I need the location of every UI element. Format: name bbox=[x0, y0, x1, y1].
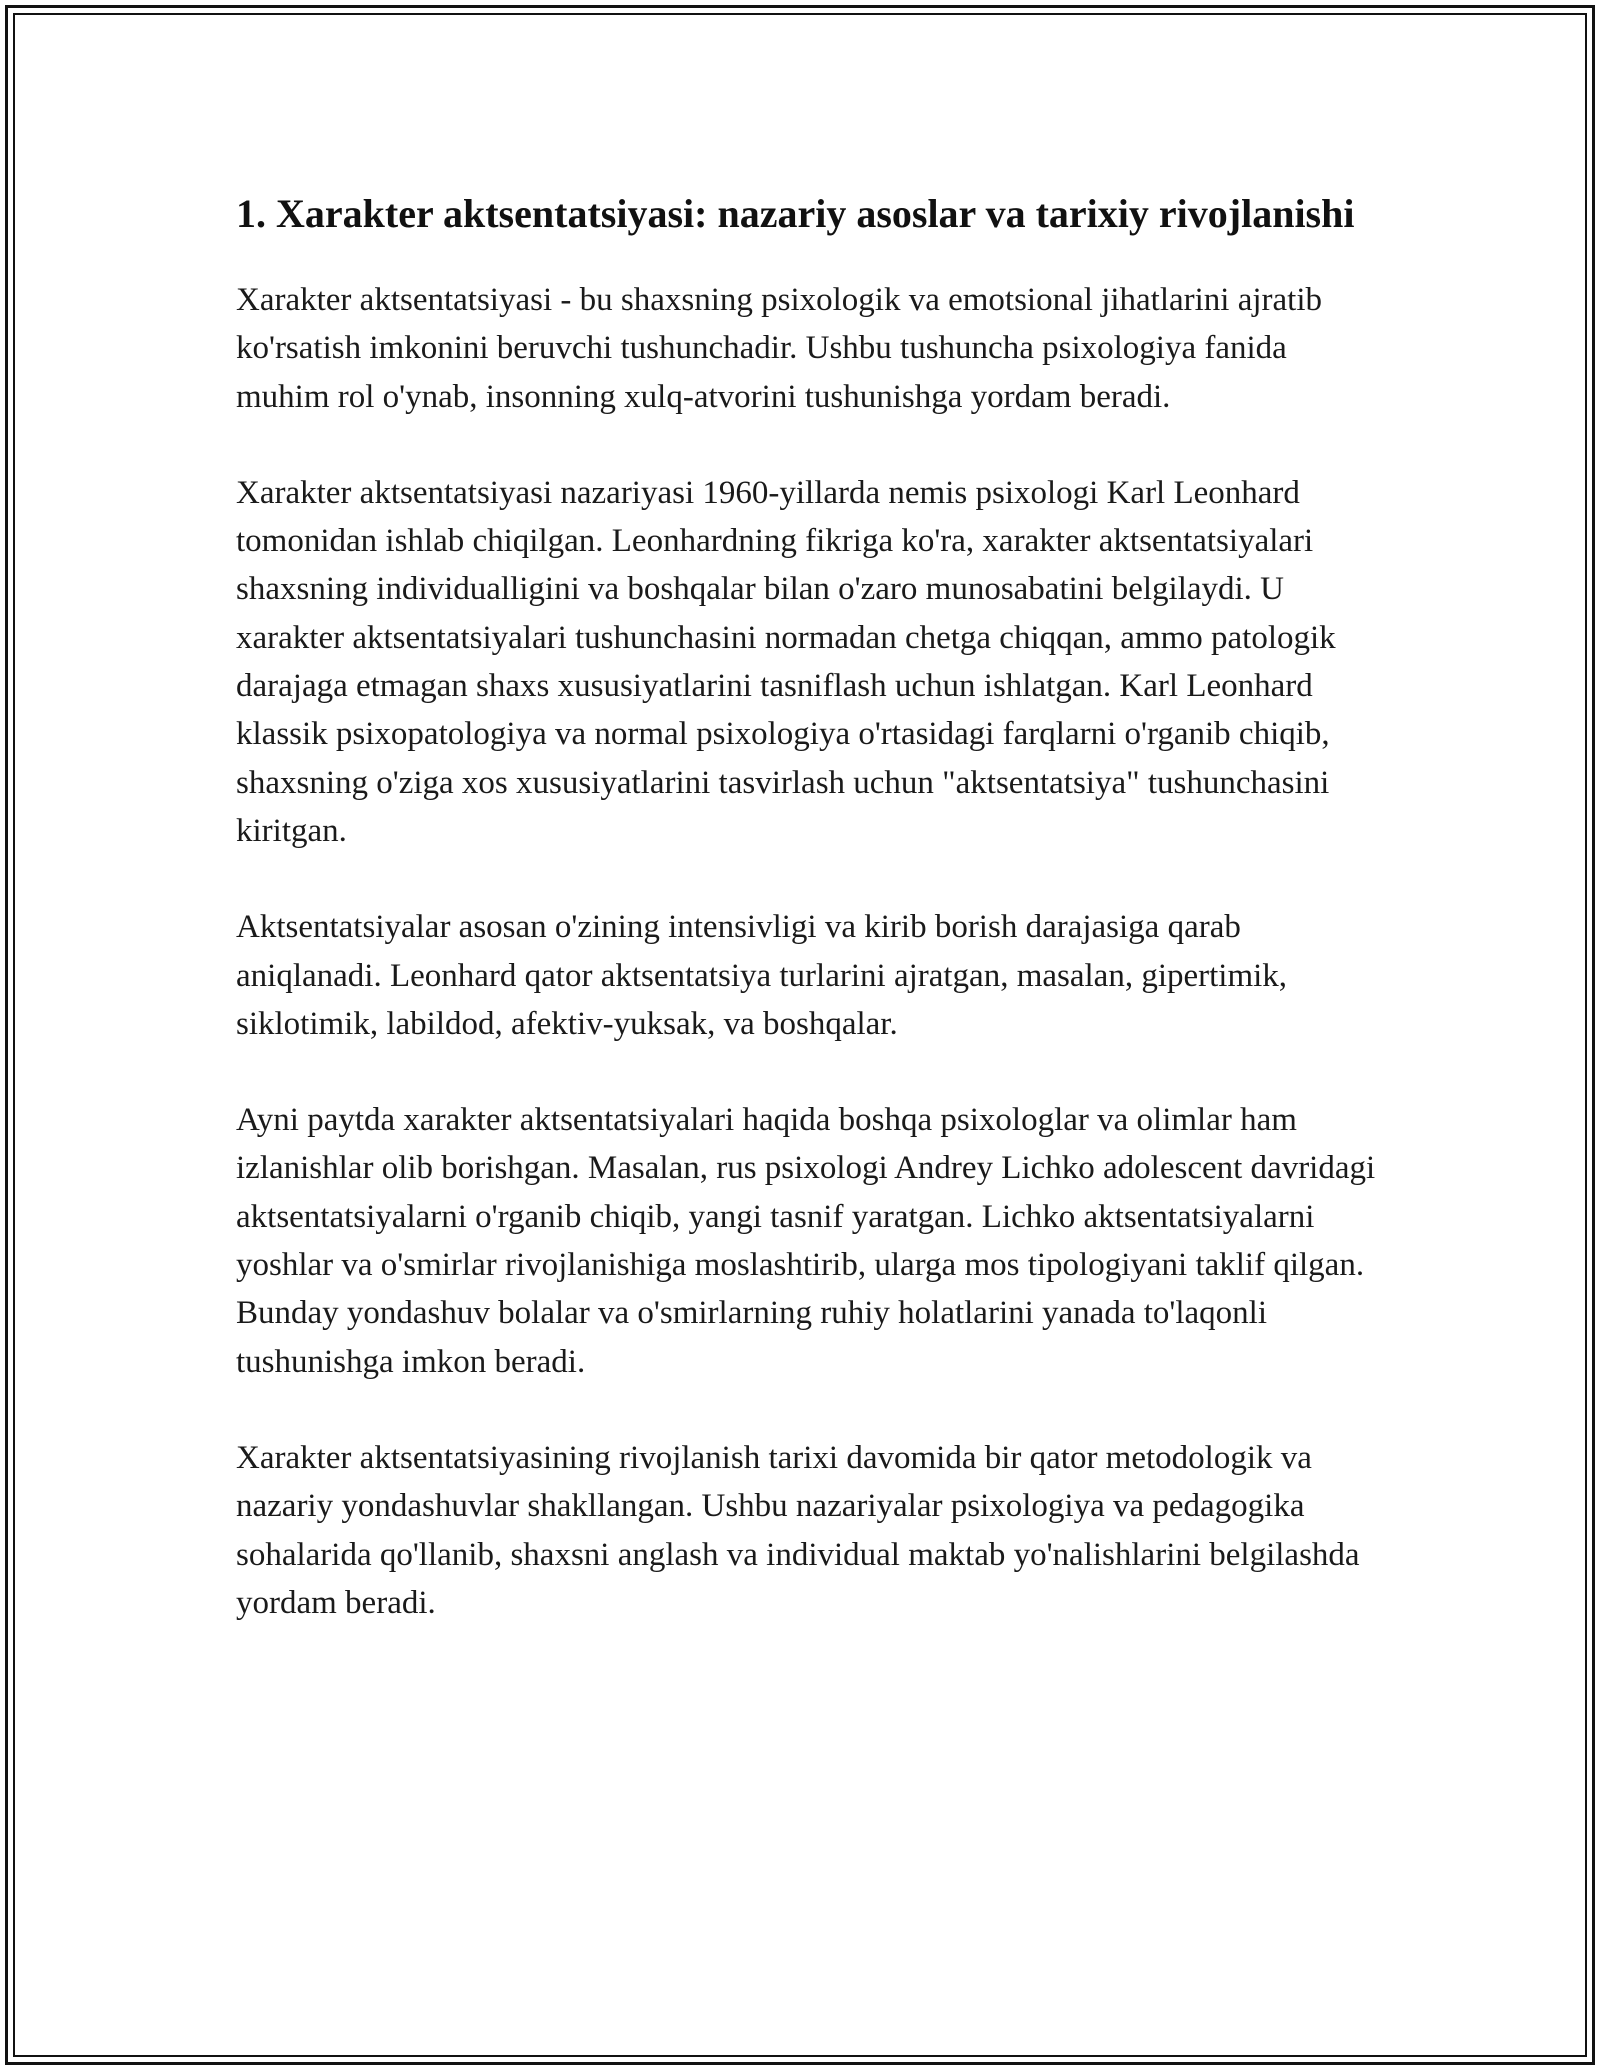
paragraph-3: Aktsentatsiyalar asosan o'zining intensivligi va kirib borish darajasiga qarab aniqlanadi. Leonhard qator aktsentatsiya turlarini ajratgan, masalan, gipertimik, siklotimik, labildod, afektiv-yuksak, va boshqalar. bbox=[236, 909, 1288, 1042]
document-body bbox=[236, 186, 1376, 1675]
paragraph-2: Xarakter aktsentatsiyasi nazariyasi 1960-yillarda nemis psixologi Karl Leonhard tomonidan ishlab chiqilgan. Leonhardning fikriga ko'ra, xarakter aktsentatsiyalari shaxsning individualligini va boshqalar bilan o'zaro munosabatini belgilaydi. U xarakter aktsentatsiyalari tushunchasini normadan chetga chiqqan, ammo patologik darajaga etmagan shaxs xususiyatlarini tasniflash uchun ishlatgan. Karl Leonhard klassik psixopatologiya va normal psixologiya o'rtasidagi farqlarni o'rganib chiqib, shaxsning o'ziga xos xususiyatlarini tasvirlash uchun "aktsentatsiya" tushunchasini kiritgan. bbox=[236, 474, 1336, 849]
paragraph-1: Xarakter aktsentatsiyasi - bu shaxsning psixologik va emotsional jihatlarini ajratib ko'rsatish imkonini beruvchi tushunchadir. Ushbu tushuncha psixologiya fanida muhim rol o'ynab, insonning xulq-atvorini tushunishga yordam beradi. bbox=[236, 282, 1323, 415]
paragraph-4: Ayni paytda xarakter aktsentatsiyalari haqida boshqa psixologlar va olimlar ham izlanishlar olib borishgan. Masalan, rus psixologi Andrey Lichko adolescent davridagi aktsentatsiyalarni o'rganib chiqib, yangi tasnif yaratgan. Lichko aktsentatsiyalarni yoshlar va o'smirlar rivojlanishiga moslashtirib, ularga mos tipologiyani taklif qilgan. Bunday yondashuv bolalar va o'smirlarning ruhiy holatlarini yanada to'laqonli tushunishga imkon beradi. bbox=[236, 1102, 1376, 1380]
section-heading: 1. Xarakter aktsentatsiyasi: nazariy asoslar va tarixiy rivojlanishi bbox=[236, 191, 1355, 236]
paragraph-5: Xarakter aktsentatsiyasining rivojlanish tarixi davomida bir qator metodologik va nazariy yondashuvlar shakllangan. Ushbu nazariyalar psixologiya va pedagogika sohalarida qo'llanib, shaxsni anglash va individual maktab yo'nalishlarini belgilashda yordam beradi. bbox=[236, 1439, 1360, 1621]
